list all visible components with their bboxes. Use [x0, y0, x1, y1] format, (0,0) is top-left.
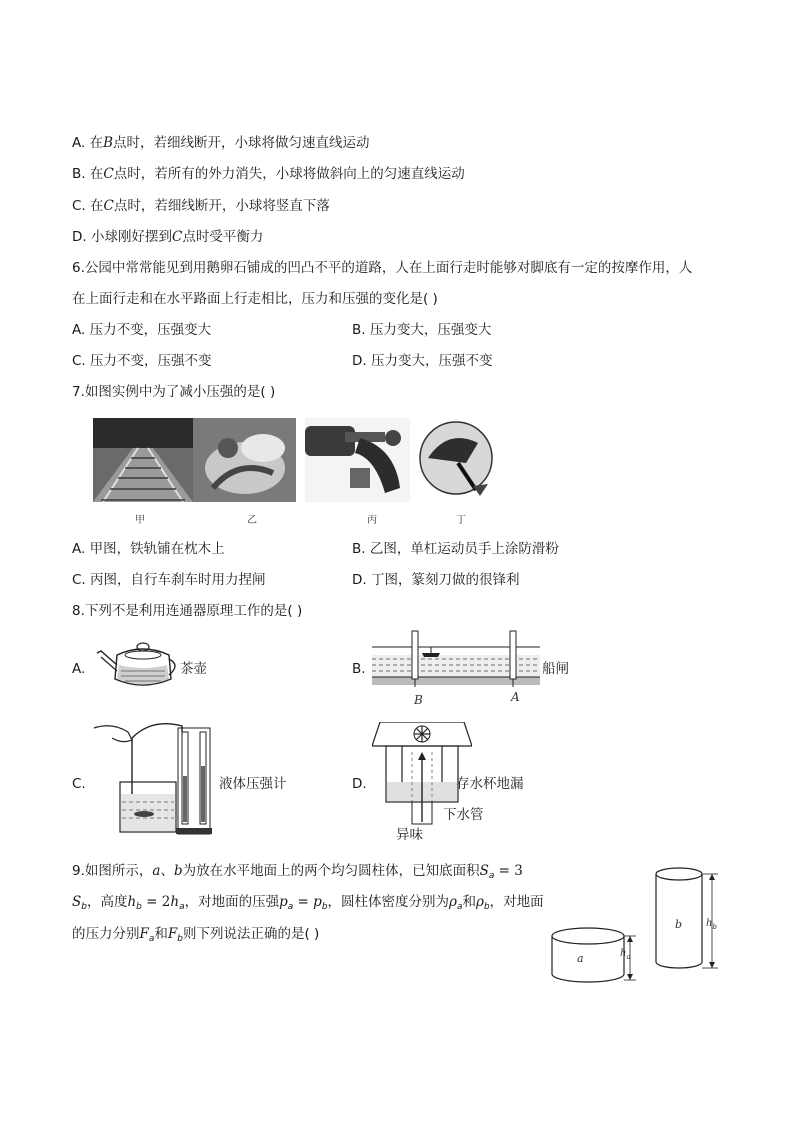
q8-option-a-letter: A.: [72, 661, 86, 677]
q7-option-b: B. 乙图，单杠运动员手上涂防滑粉: [352, 541, 559, 557]
q9-stem-line3: 的压力分别$F_a$和$F_b$则下列说法正确的是( ): [72, 926, 320, 944]
q8-option-b-label: 船闸: [542, 661, 569, 677]
q7-caption-bing: 丙: [367, 515, 377, 526]
q8-option-b-letter: B.: [352, 661, 366, 677]
q6-option-c: C. 压力不变，压强不变: [72, 353, 212, 369]
bike-brake-photo: [305, 418, 410, 502]
height-b-label: $h_b$: [706, 918, 717, 931]
q5-option-a: A. 在B点时，若细线断开，小球将做匀速直线运动: [72, 135, 370, 151]
q8-option-a-label: 茶壶: [180, 661, 207, 677]
lock-valve-b-label: B: [414, 693, 423, 707]
q8-option-d-label-odor: 异味: [396, 827, 423, 843]
teapot-figure: [95, 635, 180, 695]
q7-caption-ding: 丁: [456, 515, 466, 526]
q7-caption-jia: 甲: [135, 515, 145, 526]
cylinder-b-label: b: [675, 918, 683, 931]
lock-valve-a-label: A: [511, 690, 520, 704]
q8-option-c-letter: C.: [72, 776, 86, 792]
manometer-figure: [92, 718, 217, 836]
q5-option-c: C. 在C点时，若细线断开，小球将竖直下落: [72, 198, 330, 214]
cylinders-figure: [548, 862, 724, 984]
q8-option-d-label-pipe: 下水管: [443, 807, 484, 823]
q8-option-d-letter: D.: [352, 776, 367, 792]
q7-option-a: A. 甲图，铁轨铺在枕木上: [72, 541, 225, 557]
gymnast-chalk-photo: [193, 418, 296, 502]
q7-option-d: D. 丁图，篆刻刀做的很锋利: [352, 572, 520, 588]
q6-option-a: A. 压力不变，压强变大: [72, 322, 212, 338]
q7-stem: 7.如图实例中为了减小压强的是( ): [72, 384, 276, 400]
q6-stem-line2: 在上面行走和在水平路面上行走相比，压力和压强的变化是( ): [72, 291, 438, 307]
q6-stem-line1: 6.公园中常常能见到用鹅卵石铺成的凹凸不平的道路，人在上面行走时能够对脚底有一定的按摩作用，人: [72, 260, 693, 276]
q7-caption-yi: 乙: [247, 515, 257, 526]
rail-track-photo: [93, 418, 193, 502]
ship-lock-figure: [372, 627, 540, 689]
q8-option-d-label-drain: 存水杯地漏: [456, 776, 524, 792]
q9-stem-line2: $S_b$，高度$h_b = 2h_a$，对地面的压强$p_a = p_b$，圆柱体密度分别为$\rho_a$和$\rho_b$，对地面: [72, 894, 544, 912]
height-a-label: $h_a$: [620, 948, 631, 961]
q5-option-b: B. 在C点时，若所有的外力消失，小球将做斜向上的匀速直线运动: [72, 166, 465, 182]
q8-option-c-label: 液体压强计: [219, 776, 287, 792]
q9-stem-line1: 9.如图所示，a、b为放在水平地面上的两个均匀圆柱体，已知底面积$S_a = 3$: [72, 863, 523, 881]
carving-knife-photo: [418, 418, 498, 502]
q8-stem: 8.下列不是利用连通器原理工作的是( ): [72, 603, 303, 619]
q6-option-d: D. 压力变大，压强不变: [352, 353, 493, 369]
cylinder-a-label: a: [577, 952, 584, 965]
q7-option-c: C. 丙图，自行车刹车时用力捏闸: [72, 572, 266, 588]
q7-figure: [93, 418, 498, 502]
q5-option-d: D. 小球刚好摆到C点时受平衡力: [72, 229, 264, 245]
q6-option-b: B. 压力变大，压强变大: [352, 322, 492, 338]
